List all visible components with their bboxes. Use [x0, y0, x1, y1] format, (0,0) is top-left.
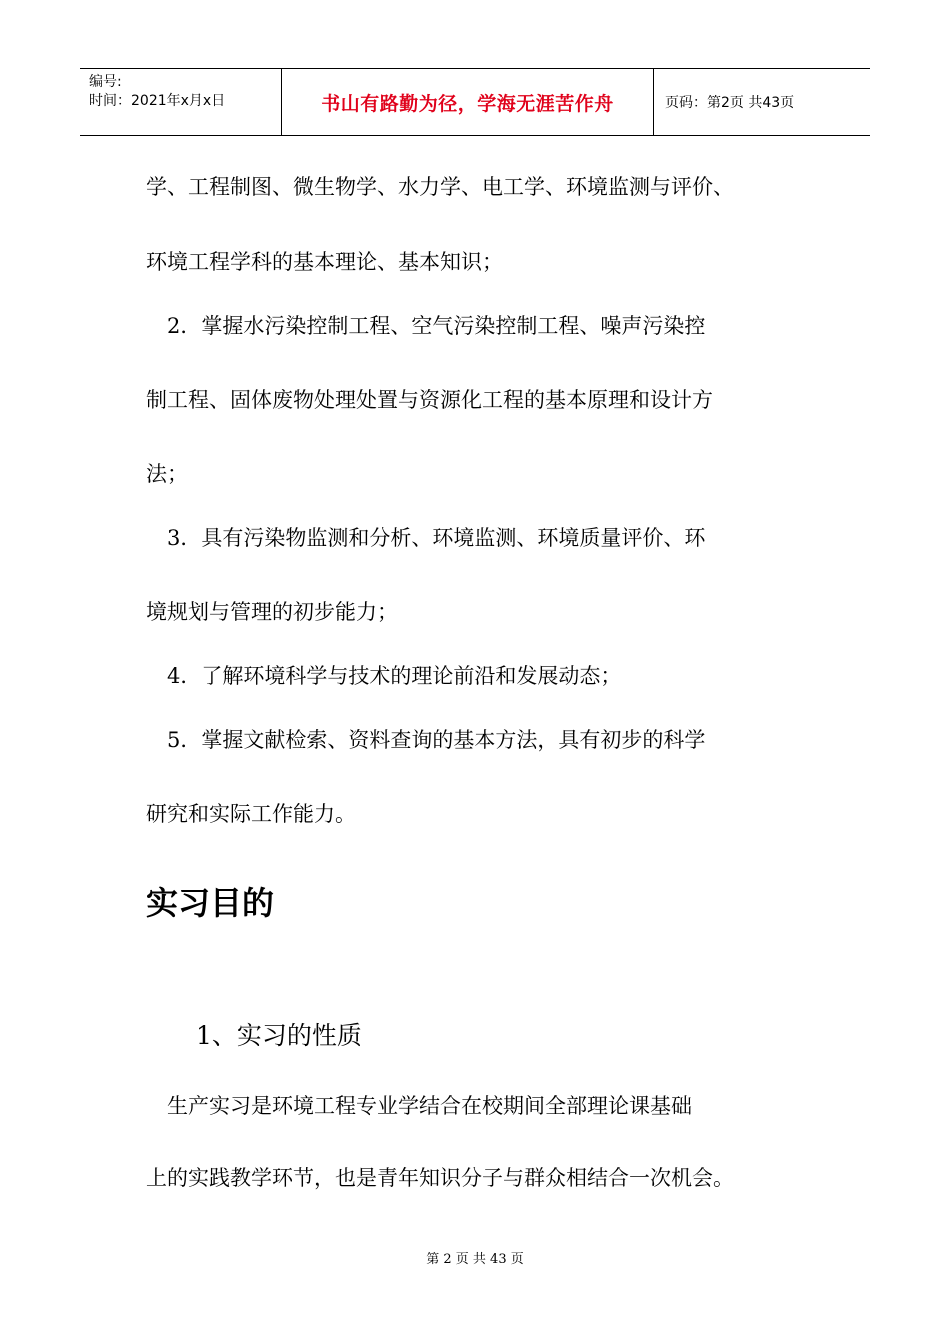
- body-line: 研究和实际工作能力。: [146, 802, 356, 826]
- header-meta: [80, 69, 282, 135]
- document-number-label: 编号:: [89, 74, 122, 90]
- body-line: 2．掌握水污染控制工程、空气污染控制工程、噪声污染控: [146, 314, 706, 338]
- body-line: 上的实践教学环节，也是青年知识分子与群众相结合一次机会。: [146, 1166, 734, 1190]
- body-line: 环境工程学科的基本理论、基本知识；: [146, 250, 503, 274]
- document-date: 时间：2021年x月x日: [89, 93, 226, 109]
- section-subheading: 1、实习的性质: [196, 1021, 362, 1050]
- page-header: [80, 68, 870, 136]
- body-line: 法；: [146, 462, 188, 486]
- body-line: 3．具有污染物监测和分析、环境监测、环境质量评价、环: [146, 526, 706, 550]
- body-line: 生产实习是环境工程专业学结合在校期间全部理论课基础: [146, 1094, 692, 1118]
- header-motto: 书山有路勤为径，学海无涯苦作舟: [282, 69, 654, 135]
- body-line: 4．了解环境科学与技术的理论前沿和发展动态；: [146, 664, 622, 688]
- section-heading: 实习目的: [146, 884, 275, 922]
- body-line: 境规划与管理的初步能力；: [146, 600, 398, 624]
- body-line: 5．掌握文献检索、资料查询的基本方法，具有初步的科学: [146, 728, 706, 752]
- page-footer: 第 2 页 共 43 页: [426, 1252, 524, 1267]
- body-line: 制工程、固体废物处理处置与资源化工程的基本原理和设计方: [146, 388, 713, 412]
- header-page-info: 页码：第2页 共43页: [665, 95, 795, 111]
- body-line: 学、工程制图、微生物学、水力学、电工学、环境监测与评价、: [146, 175, 734, 199]
